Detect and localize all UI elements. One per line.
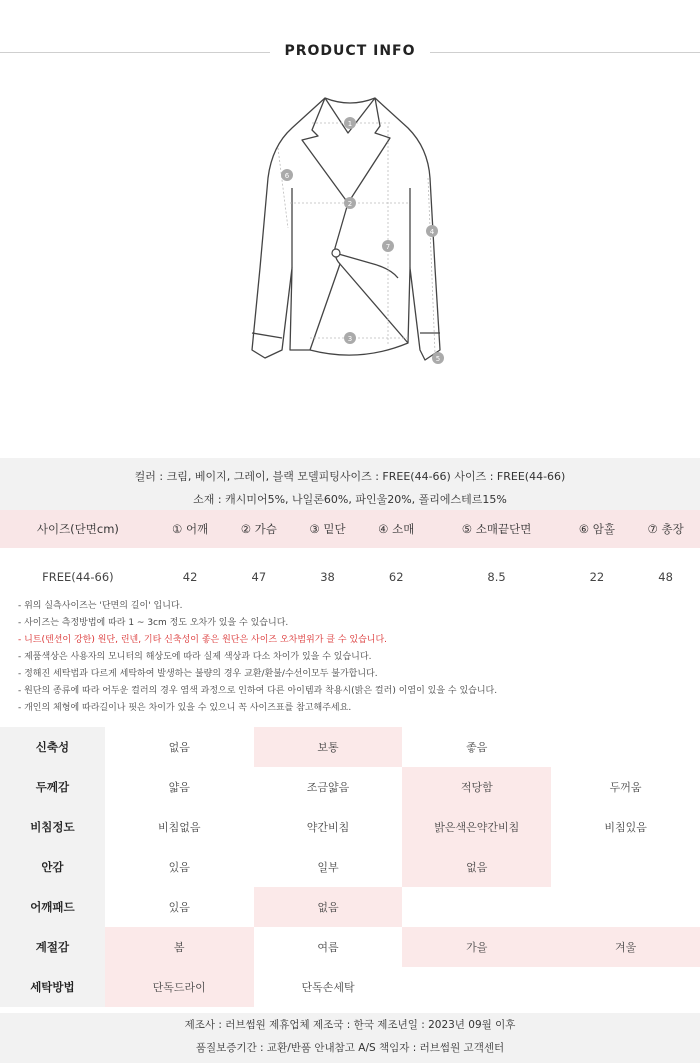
divider-left [0, 52, 270, 53]
size-cell: FREE(44-66) [42, 570, 114, 584]
spec-row [0, 727, 700, 767]
spec-option: 조금얇음 [306, 781, 350, 794]
spec-row [0, 967, 700, 1007]
size-notes [18, 598, 688, 717]
spec-label: 안감 [0, 847, 105, 887]
size-table-header [0, 510, 700, 548]
page-title: PRODUCT INFO [284, 43, 416, 59]
spec-option [402, 967, 551, 1007]
note-line: - 사이즈는 측정방법에 따라 1 ~ 3cm 정도 오차가 있을 수 있습니다. [18, 618, 289, 628]
size-header-cell: ③ 밑단 [293, 510, 362, 548]
spec-option [551, 727, 700, 767]
spec-label: 세탁방법 [0, 967, 105, 1007]
note-line: - 제품색상은 사용자의 모니터의 해상도에 따라 실제 색상과 다소 차이가 있을 수 있습니다. [18, 652, 372, 662]
spec-option: 적당함 [402, 767, 551, 807]
svg-text:4: 4 [429, 228, 435, 236]
size-header-cell: 사이즈(단면cm) [0, 510, 156, 548]
spec-option [402, 887, 551, 927]
svg-text:1: 1 [347, 120, 353, 128]
spec-option: 없음 [168, 741, 190, 754]
spec-option: 있음 [168, 861, 190, 874]
size-cell: 8.5 [487, 570, 506, 584]
spec-option: 있음 [168, 901, 190, 914]
product-info-band [0, 458, 700, 510]
spec-option: 좋음 [466, 741, 488, 754]
spec-option: 가을 [402, 927, 551, 967]
spec-option: 겨울 [551, 927, 700, 967]
size-cell: 62 [388, 570, 404, 584]
spec-option: 보통 [254, 727, 403, 767]
size-header-cell: ④ 소매 [362, 510, 431, 548]
note-line-warning: - 니트(텐션이 강한) 원단, 린넨, 기타 신축성이 좋은 원단은 사이즈 오차범위가 클 수 있습니다. [18, 635, 388, 645]
spec-row [0, 847, 700, 887]
spec-label: 비침정도 [0, 807, 105, 847]
spec-option [551, 967, 700, 1007]
size-header-cell: ⑤ 소매끝단면 [431, 510, 563, 548]
svg-text:5: 5 [435, 355, 441, 363]
size-cell: 22 [589, 570, 605, 584]
spec-option: 약간비침 [306, 821, 350, 834]
spec-row [0, 887, 700, 927]
spec-label: 어깨패드 [0, 887, 105, 927]
size-table [0, 510, 700, 606]
note-line: - 정해진 세탁법과 다르게 세탁하여 발생하는 불량의 경우 교환/환불/수선이모두 불가합니다. [18, 669, 378, 679]
spec-option: 없음 [254, 887, 403, 927]
spec-row [0, 927, 700, 967]
spec-option: 봄 [105, 927, 254, 967]
divider-right [430, 52, 700, 53]
svg-text:7: 7 [385, 243, 391, 251]
spec-option: 비침있음 [604, 821, 647, 834]
spec-option [551, 887, 700, 927]
spec-option: 없음 [402, 847, 551, 887]
size-cell: 42 [182, 570, 198, 584]
note-line: - 개인의 체형에 따라길이나 핏은 차이가 있을 수 있으니 꼭 사이즈표를 참고해주세요. [18, 703, 352, 713]
size-header-cell: ① 어깨 [156, 510, 225, 548]
manufacturer-line: 제조사 : 러브썸원 제휴업체 제조국 : 한국 제조년일 : 2023년 09월 이후 [184, 1019, 516, 1031]
fabric-spec-table [0, 727, 700, 1007]
size-header-cell: ② 가슴 [224, 510, 293, 548]
size-cell: 47 [251, 570, 267, 584]
size-cell: 38 [320, 570, 335, 584]
note-line: - 원단의 종류에 따라 어두운 컬러의 경우 염색 과정으로 인하여 다른 아이템과 착용시(밝은 컬러) 이염이 있을 수 있습니다. [18, 686, 498, 696]
spec-row [0, 767, 700, 807]
spec-option: 밝은색은약간비침 [402, 807, 551, 847]
page-header [0, 0, 700, 100]
spec-option: 두꺼움 [609, 781, 642, 794]
svg-text:6: 6 [284, 172, 290, 180]
spec-label: 신축성 [0, 727, 105, 767]
size-header-cell: ⑥ 암홀 [563, 510, 632, 548]
spec-option: 얇음 [168, 781, 190, 794]
color-and-size-info: 컬러 : 크림, 베이지, 그레이, 블랙 모델피팅사이즈 : FREE(44-66) 사이즈 : FREE(44-66) [134, 470, 566, 483]
svg-text:2: 2 [347, 200, 353, 208]
spec-option: 여름 [317, 941, 339, 954]
jacket-measurement-diagram [230, 88, 470, 378]
spec-option: 일부 [317, 861, 339, 874]
spec-option: 단독드라이 [105, 967, 254, 1007]
spec-option: 단독손세탁 [301, 981, 355, 994]
size-header-cell: ⑦ 총장 [631, 510, 700, 548]
material-info: 소재 : 캐시미어5%, 나일론60%, 파인울20%, 폴리에스테르15% [193, 493, 507, 506]
spec-row [0, 807, 700, 847]
spec-label: 계절감 [0, 927, 105, 967]
note-line: - 위의 실측사이즈는 '단면의 길이' 입니다. [18, 601, 183, 611]
svg-text:3: 3 [347, 335, 353, 343]
spec-option [551, 847, 700, 887]
warranty-line: 품질보증기간 : 교환/반품 안내참고 A/S 책임자 : 러브썸원 고객센터 [195, 1042, 505, 1054]
spec-label: 두께감 [0, 767, 105, 807]
spec-option: 비침없음 [157, 821, 201, 834]
size-cell: 48 [658, 570, 673, 584]
manufacturer-info [0, 1013, 700, 1063]
button-icon [332, 249, 340, 257]
